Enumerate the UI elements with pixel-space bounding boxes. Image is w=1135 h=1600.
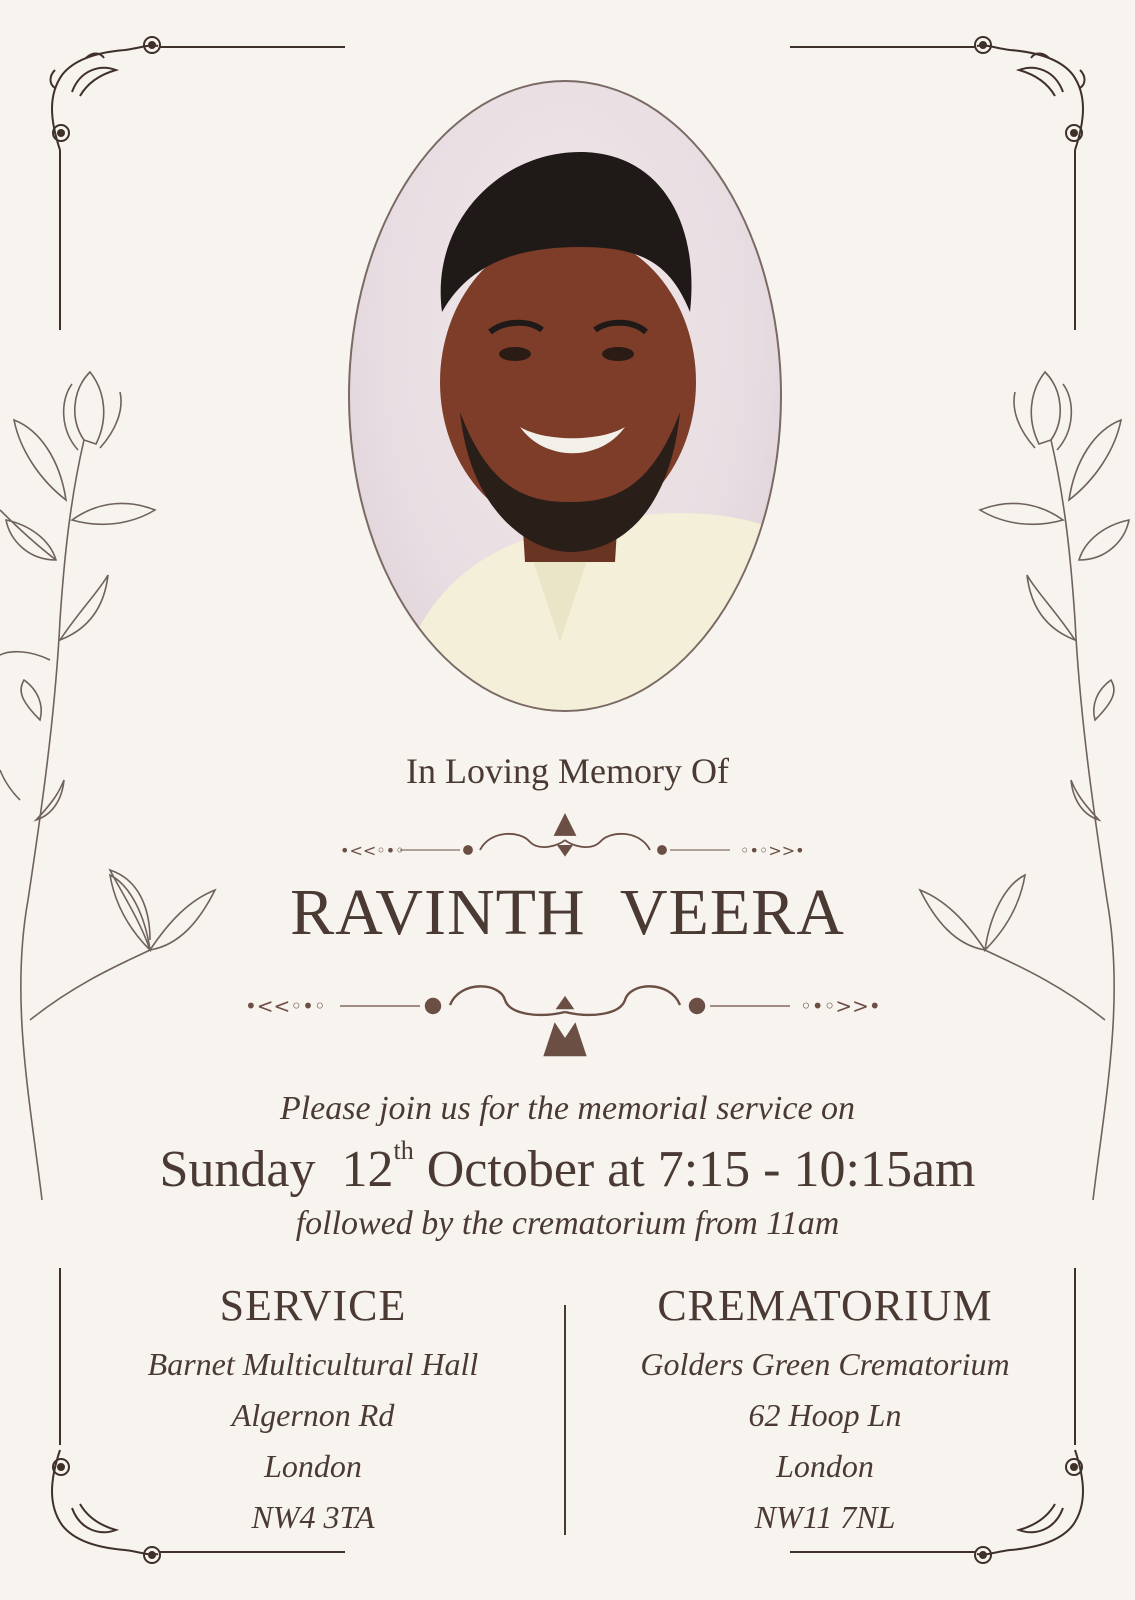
crematorium-street: 62 Hoop Ln bbox=[748, 1397, 902, 1433]
svg-text:•<<◦•◦: •<<◦•◦ bbox=[245, 994, 326, 1018]
date-rest: October at 7:15 - 10:15am bbox=[426, 1141, 976, 1198]
ornamental-divider-icon bbox=[340, 815, 805, 860]
date-ordinal: th bbox=[393, 1136, 414, 1165]
service-title: SERVICE bbox=[219, 1281, 407, 1330]
service-city: London bbox=[264, 1448, 362, 1484]
crematorium-city: London bbox=[776, 1448, 874, 1484]
service-venue: Barnet Multicultural Hall bbox=[147, 1346, 479, 1382]
portrait-photo bbox=[348, 80, 782, 712]
crematorium-title: CREMATORIUM bbox=[657, 1281, 993, 1330]
crematorium-note: followed by the crematorium from 11am bbox=[295, 1205, 840, 1242]
service-street: Algernon Rd bbox=[231, 1397, 395, 1433]
crematorium-postcode: NW11 7NL bbox=[754, 1499, 896, 1535]
service-postcode: NW4 3TA bbox=[251, 1499, 375, 1535]
date-day: Sunday bbox=[159, 1141, 316, 1198]
service-date bbox=[0, 1136, 1135, 1199]
crematorium-column bbox=[585, 1280, 1065, 1543]
person-portrait-icon bbox=[350, 82, 782, 712]
svg-text:•<<◦•◦: •<<◦•◦ bbox=[340, 841, 405, 860]
svg-text:◦•◦>>•: ◦•◦>>• bbox=[740, 841, 805, 860]
invitation-text: Please join us for the memorial service on bbox=[279, 1090, 856, 1127]
column-divider bbox=[564, 1305, 566, 1535]
deceased-name: RAVINTH VEERA bbox=[290, 876, 845, 949]
date-number: 12 bbox=[341, 1141, 394, 1198]
service-column bbox=[73, 1280, 553, 1543]
crematorium-venue: Golders Green Crematorium bbox=[640, 1346, 1010, 1382]
svg-text:◦•◦>>•: ◦•◦>>• bbox=[800, 994, 881, 1018]
memorial-heading: In Loving Memory Of bbox=[406, 751, 729, 791]
corner-flourish-icon bbox=[51, 37, 161, 150]
